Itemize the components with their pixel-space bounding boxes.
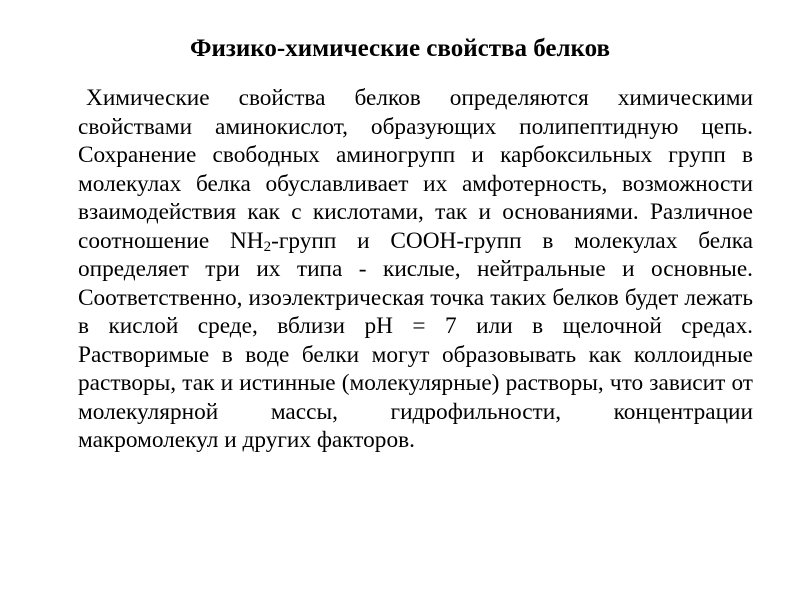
paragraph-text-part-2: -групп и COOH-групп в молекулах белка определяет три их типа - кислые, нейтральные и основные. Соответственно, изоэлектрическая точка таких белков будет лежать в кислой среде, вблизи pH = 7 или в щелочной средах. Растворимые в воде белки могут образовывать как коллоидные растворы, так и истинные (молекулярные) растворы, что зависит от молекулярной массы, гидрофильности, концентрации макромолекул и других факторов. xyxy=(78,227,754,453)
body-paragraph xyxy=(78,84,753,455)
paragraph-text-part-1: Химические свойства белков определяются химическими свойствами аминокислот, образующих полипептидную цепь. Сохранение свободных аминогрупп и карбоксильных групп в молекулах белка обуславливает их амфотерность, возможности взаимодействия как с кислотами, так и основаниями. Различное соотношение NH xyxy=(78,85,753,254)
nh2-subscript: 2 xyxy=(263,238,272,255)
slide-title: Физико-химические свойства белков xyxy=(189,35,611,62)
